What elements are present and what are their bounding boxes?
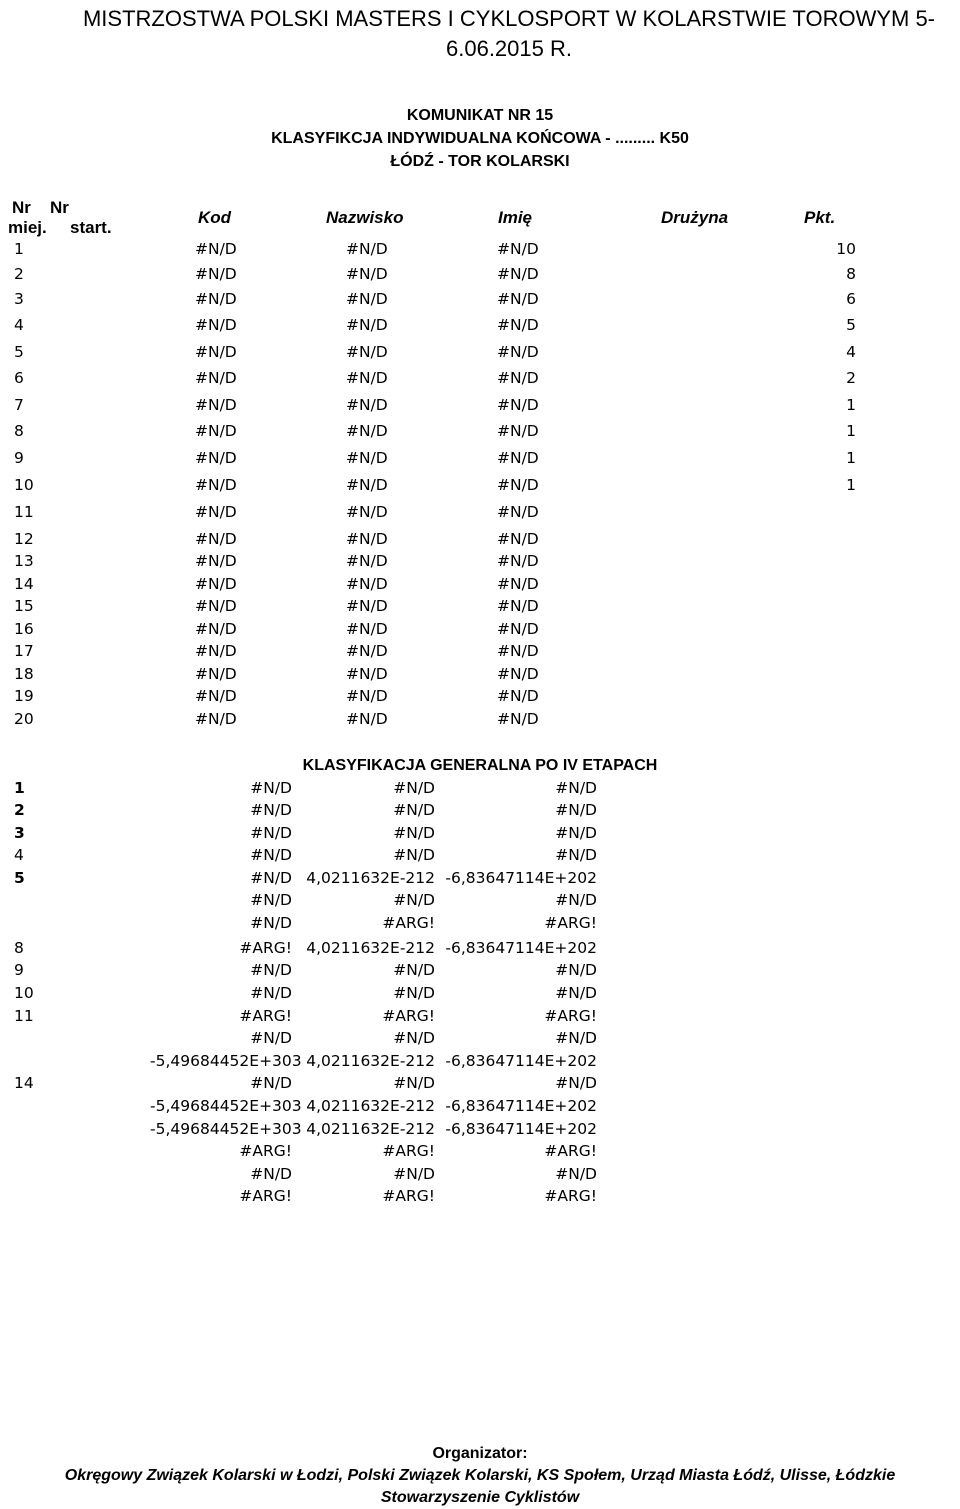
table-row (0, 476, 960, 498)
nazwisko-cell: #ARG! (382, 1142, 435, 1160)
kod-cell: #N/D (195, 369, 237, 387)
imie-cell: #N/D (497, 316, 539, 334)
col-pkt: Pkt. (804, 208, 836, 227)
place-cell: 16 (14, 620, 34, 638)
kod-cell: #ARG! (239, 1187, 292, 1205)
imie-cell: #N/D (497, 449, 539, 467)
kod-cell: #N/D (195, 265, 237, 283)
nazwisko-cell: #N/D (346, 665, 388, 683)
nazwisko-cell: 4,0211632E-212 (306, 1097, 435, 1115)
nazwisko-cell: #N/D (393, 779, 435, 797)
nazwisko-cell: #N/D (393, 1074, 435, 1092)
nazwisko-cell: #N/D (346, 620, 388, 638)
kod-cell: #N/D (195, 343, 237, 361)
kod-cell: #N/D (250, 984, 292, 1002)
place-cell: 5 (14, 869, 25, 887)
place-cell: 7 (14, 396, 24, 414)
kod-cell: #N/D (250, 779, 292, 797)
table-row (0, 530, 960, 552)
nazwisko-cell: #N/D (346, 240, 388, 258)
kod-cell: #ARG! (239, 939, 292, 957)
kod-cell: -5,49684452E+303 (150, 1052, 302, 1070)
place-cell: 9 (14, 449, 24, 467)
table-row (0, 1007, 960, 1029)
table-row (0, 503, 960, 525)
kod-cell: #N/D (195, 316, 237, 334)
kod-cell: #N/D (195, 449, 237, 467)
place-cell: 14 (14, 1074, 34, 1092)
imie-cell: #N/D (497, 396, 539, 414)
kod-cell: #N/D (250, 824, 292, 842)
points-cell: 1 (846, 449, 856, 467)
nazwisko-cell: #N/D (346, 422, 388, 440)
classification-heading: KLASYFIKCJA INDYWIDUALNA KOŃCOWA - ......... K50 (271, 130, 689, 147)
imie-cell: #N/D (497, 575, 539, 593)
place-cell: 19 (14, 687, 34, 705)
organizer-line-2: Stowarzyszenie Cyklistów (380, 1489, 580, 1506)
kod-cell: #ARG! (239, 1007, 292, 1025)
table-row (0, 369, 960, 391)
nazwisko-cell: #N/D (393, 1029, 435, 1047)
col-druzyna: Drużyna (661, 208, 729, 227)
imie-cell: #N/D (497, 687, 539, 705)
place-cell: 2 (14, 265, 24, 283)
col-nr-miej-line1: Nr (12, 198, 31, 217)
imie-cell: #N/D (555, 779, 597, 797)
nazwisko-cell: #N/D (393, 1165, 435, 1183)
imie-cell: #N/D (497, 642, 539, 660)
place-cell: 4 (14, 846, 24, 864)
table-row (0, 846, 960, 868)
imie-cell: -6,83647114E+202 (445, 1120, 597, 1138)
table-row (0, 642, 960, 664)
col-imie: Imię (498, 208, 533, 227)
nazwisko-cell: 4,0211632E-212 (306, 1120, 435, 1138)
nazwisko-cell: #N/D (393, 801, 435, 819)
place-cell: 12 (14, 530, 34, 548)
col-nr-start-line1: Nr (50, 198, 69, 217)
table-row (0, 265, 960, 287)
kod-cell: #N/D (195, 240, 237, 258)
document-title-line-1: MISTRZOSTWA POLSKI MASTERS I CYKLOSPORT W KOLARSTWIE TOROWYM 5- (82, 6, 936, 31)
table-row (0, 1120, 960, 1142)
kod-cell: #N/D (250, 869, 292, 887)
organizer-label: Organizator: (432, 1445, 528, 1462)
imie-cell: #ARG! (544, 1142, 597, 1160)
points-cell: 10 (836, 240, 856, 258)
kod-cell: #N/D (195, 710, 237, 728)
kod-cell: #N/D (195, 620, 237, 638)
table-row (0, 290, 960, 312)
col-nazwisko: Nazwisko (326, 208, 404, 227)
place-cell: 4 (14, 316, 24, 334)
nazwisko-cell: #N/D (346, 449, 388, 467)
points-cell: 6 (846, 290, 856, 308)
kod-cell: #ARG! (239, 1142, 292, 1160)
table-row (0, 779, 960, 801)
document-title-line-2: 6.06.2015 R. (446, 36, 572, 61)
table-row (0, 343, 960, 365)
imie-cell: #N/D (497, 476, 539, 494)
place-cell: 5 (14, 343, 24, 361)
place-cell: 20 (14, 710, 34, 728)
table-row (0, 422, 960, 444)
imie-cell: #N/D (497, 530, 539, 548)
table-row (0, 597, 960, 619)
nazwisko-cell: #ARG! (382, 914, 435, 932)
nazwisko-cell: #N/D (393, 891, 435, 909)
kod-cell: #N/D (195, 503, 237, 521)
place-cell: 11 (14, 503, 34, 521)
imie-cell: #ARG! (544, 914, 597, 932)
nazwisko-cell: #ARG! (382, 1007, 435, 1025)
imie-cell: #N/D (497, 369, 539, 387)
imie-cell: #N/D (497, 552, 539, 570)
points-cell: 1 (846, 476, 856, 494)
place-cell: 14 (14, 575, 34, 593)
table-row (0, 914, 960, 936)
imie-cell: #N/D (497, 265, 539, 283)
place-cell: 17 (14, 642, 34, 660)
nazwisko-cell: #N/D (346, 530, 388, 548)
kod-cell: #N/D (250, 846, 292, 864)
place-cell: 10 (14, 476, 34, 494)
nazwisko-cell: #N/D (346, 396, 388, 414)
points-cell: 1 (846, 422, 856, 440)
nazwisko-cell: #N/D (346, 503, 388, 521)
imie-cell: #ARG! (544, 1007, 597, 1025)
nazwisko-cell: #N/D (346, 687, 388, 705)
nazwisko-cell: #N/D (346, 642, 388, 660)
kod-cell: #N/D (250, 1165, 292, 1183)
nazwisko-cell: #N/D (393, 824, 435, 842)
imie-cell: #N/D (497, 343, 539, 361)
points-cell: 2 (846, 369, 856, 387)
table-row (0, 984, 960, 1006)
komunikat-heading: KOMUNIKAT NR 15 (406, 107, 554, 124)
place-cell: 11 (14, 1007, 34, 1025)
nazwisko-cell: #N/D (346, 597, 388, 615)
imie-cell: -6,83647114E+202 (445, 1052, 597, 1070)
imie-cell: #N/D (555, 846, 597, 864)
nazwisko-cell: 4,0211632E-212 (306, 1052, 435, 1070)
kod-cell: #N/D (195, 687, 237, 705)
imie-cell: #N/D (555, 961, 597, 979)
kod-cell: #N/D (195, 665, 237, 683)
table-row (0, 1029, 960, 1051)
nazwisko-cell: #N/D (346, 343, 388, 361)
kod-cell: #N/D (195, 290, 237, 308)
place-cell: 3 (14, 290, 24, 308)
table-row (0, 1165, 960, 1187)
place-cell: 1 (14, 240, 24, 258)
imie-cell: #ARG! (544, 1187, 597, 1205)
imie-cell: #N/D (555, 824, 597, 842)
imie-cell: #N/D (497, 503, 539, 521)
table-row (0, 1142, 960, 1164)
nazwisko-cell: #N/D (346, 265, 388, 283)
kod-cell: #N/D (195, 552, 237, 570)
kod-cell: #N/D (195, 396, 237, 414)
table-row (0, 869, 960, 891)
nazwisko-cell: #ARG! (382, 1187, 435, 1205)
kod-cell: #N/D (250, 961, 292, 979)
document-title (64, 4, 954, 64)
nazwisko-cell: #N/D (346, 575, 388, 593)
table-row (0, 1052, 960, 1074)
table-row (0, 316, 960, 338)
place-cell: 8 (14, 422, 24, 440)
nazwisko-cell: #N/D (393, 846, 435, 864)
place-cell: 18 (14, 665, 34, 683)
imie-cell: #N/D (497, 710, 539, 728)
points-cell: 5 (846, 316, 856, 334)
table-row (0, 552, 960, 574)
table-row (0, 396, 960, 418)
nazwisko-cell: #N/D (393, 984, 435, 1002)
kod-cell: -5,49684452E+303 (150, 1097, 302, 1115)
points-cell: 1 (846, 396, 856, 414)
imie-cell: #N/D (497, 597, 539, 615)
points-cell: 8 (846, 265, 856, 283)
nazwisko-cell: #N/D (346, 476, 388, 494)
kod-cell: #N/D (250, 914, 292, 932)
imie-cell: #N/D (497, 422, 539, 440)
table-row (0, 961, 960, 983)
kod-cell: -5,49684452E+303 (150, 1120, 302, 1138)
kod-cell: #N/D (250, 1029, 292, 1047)
imie-cell: #N/D (555, 801, 597, 819)
organizer-line-1: Okręgowy Związek Kolarski w Łodzi, Polski Związek Kolarski, KS Społem, Urząd Miasta Łódź, Ulisse, Łódzkie (64, 1467, 896, 1484)
imie-cell: #N/D (555, 1074, 597, 1092)
table-row (0, 687, 960, 709)
nazwisko-cell: #N/D (346, 552, 388, 570)
general-classification-title: KLASYFIKACJA GENERALNA PO IV ETAPACH (302, 757, 658, 774)
nazwisko-cell: #N/D (346, 290, 388, 308)
imie-cell: -6,83647114E+202 (445, 869, 597, 887)
organizer-footer (0, 1443, 960, 1509)
table-row (0, 449, 960, 471)
imie-cell: #N/D (497, 290, 539, 308)
kod-cell: #N/D (195, 422, 237, 440)
place-cell: 6 (14, 369, 24, 387)
col-nr-miej-line2: miej. (8, 218, 47, 237)
imie-cell: -6,83647114E+202 (445, 939, 597, 957)
table-row (0, 801, 960, 823)
place-cell: 13 (14, 552, 34, 570)
kod-cell: #N/D (250, 1074, 292, 1092)
table-row (0, 575, 960, 597)
nazwisko-cell: #N/D (346, 316, 388, 334)
place-cell: 10 (14, 984, 34, 1002)
kod-cell: #N/D (250, 801, 292, 819)
table-row (0, 891, 960, 913)
imie-cell: #N/D (497, 665, 539, 683)
nazwisko-cell: 4,0211632E-212 (306, 869, 435, 887)
table-row (0, 710, 960, 732)
kod-cell: #N/D (195, 530, 237, 548)
table-row (0, 620, 960, 642)
imie-cell: #N/D (497, 620, 539, 638)
kod-cell: #N/D (250, 891, 292, 909)
kod-cell: #N/D (195, 575, 237, 593)
imie-cell: -6,83647114E+202 (445, 1097, 597, 1115)
kod-cell: #N/D (195, 597, 237, 615)
place-cell: 15 (14, 597, 34, 615)
location-heading: ŁÓDŹ - TOR KOLARSKI (390, 153, 570, 170)
table-row (0, 824, 960, 846)
table-row (0, 1074, 960, 1096)
imie-cell: #N/D (555, 984, 597, 1002)
points-cell: 4 (846, 343, 856, 361)
place-cell: 2 (14, 801, 25, 819)
nazwisko-cell: #N/D (393, 961, 435, 979)
nazwisko-cell: 4,0211632E-212 (306, 939, 435, 957)
imie-cell: #N/D (555, 1029, 597, 1047)
kod-cell: #N/D (195, 642, 237, 660)
kod-cell: #N/D (195, 476, 237, 494)
place-cell: 3 (14, 824, 25, 842)
col-nr-start-line2: start. (70, 218, 112, 237)
place-cell: 8 (14, 939, 24, 957)
nazwisko-cell: #N/D (346, 710, 388, 728)
table-row (0, 665, 960, 687)
nazwisko-cell: #N/D (346, 369, 388, 387)
table-row (0, 1187, 960, 1209)
imie-cell: #N/D (555, 1165, 597, 1183)
imie-cell: #N/D (497, 240, 539, 258)
place-cell: 9 (14, 961, 24, 979)
imie-cell: #N/D (555, 891, 597, 909)
table-row (0, 939, 960, 961)
place-cell: 1 (14, 779, 25, 797)
col-kod: Kod (198, 208, 232, 227)
table-row (0, 240, 960, 262)
table-row (0, 1097, 960, 1119)
